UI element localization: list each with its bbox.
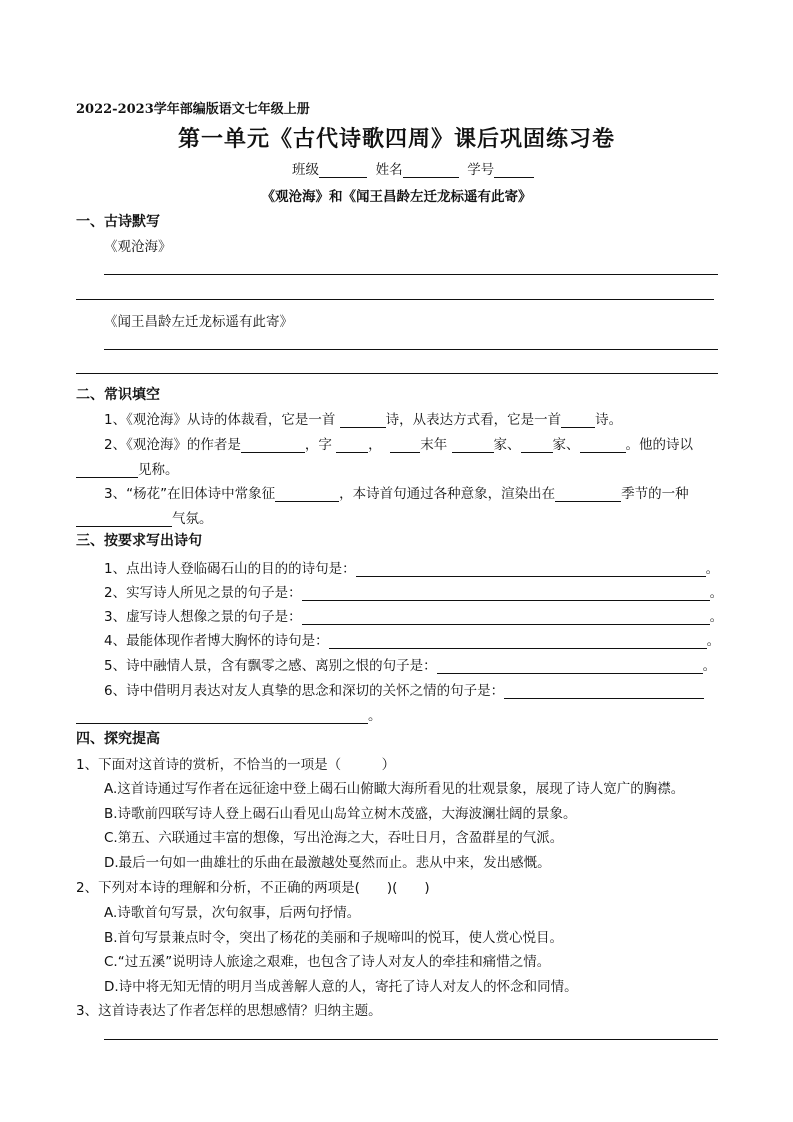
blank[interactable] — [340, 413, 386, 428]
class-field[interactable] — [319, 163, 367, 178]
poem-q6-cont: 。 — [76, 704, 382, 724]
mc-q2-option-c[interactable]: C.“过五溪”说明诗人旅途之艰难，也包含了诗人对友人的牵挂和痛惜之情。 — [104, 954, 551, 970]
fill-q3: 3、“杨花”在旧体诗中常象征 ，本诗首句通过各种意象，渲染出在 季节的一种 — [104, 486, 689, 502]
mc-q2-option-b[interactable]: B.首句写景兼点时令，突出了杨花的美丽和子规啼叫的悦耳，使人赏心悦目。 — [104, 930, 564, 946]
blank[interactable] — [521, 438, 553, 453]
fill-q2-cont: 见称。 — [76, 458, 179, 478]
page-title: 第一单元《古代诗歌四周》课后巩固练习卷 — [177, 126, 615, 152]
poem-q5: 5、诗中融情人景，含有飘零之感、离别之恨的句子是： 。 — [104, 658, 717, 674]
answer-line[interactable] — [104, 349, 718, 350]
answer-blank[interactable] — [437, 659, 703, 674]
blank[interactable] — [76, 512, 172, 527]
mc-q2-option-a[interactable]: A.诗歌首句写景，次句叙事，后两句抒情。 — [104, 905, 361, 921]
answer-blank[interactable] — [302, 586, 710, 601]
section2-title: 二、常识填空 — [76, 387, 160, 403]
blank[interactable] — [241, 438, 305, 453]
mc-q2-option-d[interactable]: D.诗中将无知无情的明月当成善解人意的人，寄托了诗人对友人的怀念和同情。 — [104, 979, 578, 995]
fill-q1: 1、《观沧海》从诗的体裁看，它是一首 诗，从表达方式看，它是一首 诗。 — [104, 412, 623, 428]
poem2-title: 《闻王昌龄左迁龙标遥有此寄》 — [104, 314, 293, 330]
id-label: 学号 — [467, 162, 495, 178]
answer-line[interactable] — [76, 299, 714, 300]
mc-q1: 1、下面对这首诗的赏析，不恰当的一项是（ ） — [76, 757, 396, 773]
blank[interactable] — [580, 438, 626, 453]
section1-title: 一、古诗默写 — [76, 214, 160, 230]
name-label: 姓名 — [375, 162, 403, 178]
answer-line[interactable] — [104, 274, 718, 275]
grade-line: 2022-2023学年部编版语文七年级上册 — [76, 102, 310, 117]
id-field[interactable] — [494, 163, 534, 178]
student-info — [292, 158, 534, 178]
blank[interactable] — [275, 487, 339, 502]
answer-blank[interactable] — [356, 562, 706, 577]
name-field[interactable] — [403, 163, 459, 178]
mc-q1-option-a[interactable]: A.这首诗通过写作者在远征途中登上碣石山俯瞰大海所看见的壮观景象，展现了诗人宽广的胸襟。 — [104, 781, 685, 797]
section4-title: 四、探究提高 — [76, 731, 160, 747]
blank[interactable] — [390, 438, 420, 453]
answer-blank[interactable] — [329, 634, 707, 649]
poem1-title: 《观沧海》 — [104, 239, 172, 255]
answer-blank[interactable] — [504, 684, 704, 699]
poem-q1: 1、点出诗人登临碣石山的目的的诗句是： 。 — [104, 561, 720, 577]
answer-line[interactable] — [76, 373, 718, 374]
mc-q1-option-b[interactable]: B.诗歌前四联写诗人登上碣石山看见山岛耸立树木茂盛，大海波澜壮阔的景象。 — [104, 806, 577, 822]
blank[interactable] — [336, 438, 368, 453]
poem-q2: 2、实写诗人所见之景的句子是： 。 — [104, 585, 724, 601]
mc-q1-option-d[interactable]: D.最后一句如一曲雄壮的乐曲在最激越处戛然而止。悲从中来，发出感慨。 — [104, 855, 551, 871]
fill-q3-cont: 气氛。 — [76, 507, 213, 527]
answer-blank[interactable] — [302, 610, 710, 625]
section3-title: 三、按要求写出诗句 — [76, 533, 202, 549]
mc-q2: 2、下列对本诗的理解和分析，不正确的两项是( )( ) — [76, 880, 430, 896]
open-q3: 3、这首诗表达了作者怎样的思想感情？归纳主题。 — [76, 1003, 382, 1019]
poem-q3: 3、虚写诗人想像之景的句子是： 。 — [104, 609, 724, 625]
answer-blank[interactable] — [76, 709, 368, 724]
class-label: 班级 — [292, 162, 319, 178]
mc-q1-option-c[interactable]: C.第五、六联通过丰富的想像，写出沧海之大，吞吐日月，含盈群星的气派。 — [104, 830, 564, 846]
poem-q6: 6、诗中借明月表达对友人真挚的思念和深切的关怀之情的句子是： — [104, 679, 704, 699]
answer-line[interactable] — [104, 1039, 718, 1040]
subtitle: 《观沧海》和《闻王昌龄左迁龙标遥有此寄》 — [261, 189, 532, 205]
blank[interactable] — [452, 438, 494, 453]
fill-q2: 2、《观沧海》的作者是 ，字 ， 末年 家、 家、 。他的诗以 — [104, 437, 694, 453]
blank[interactable] — [555, 487, 621, 502]
blank[interactable] — [76, 463, 138, 478]
blank[interactable] — [561, 413, 595, 428]
poem-q4: 4、最能体现作者博大胸怀的诗句是： 。 — [104, 633, 721, 649]
